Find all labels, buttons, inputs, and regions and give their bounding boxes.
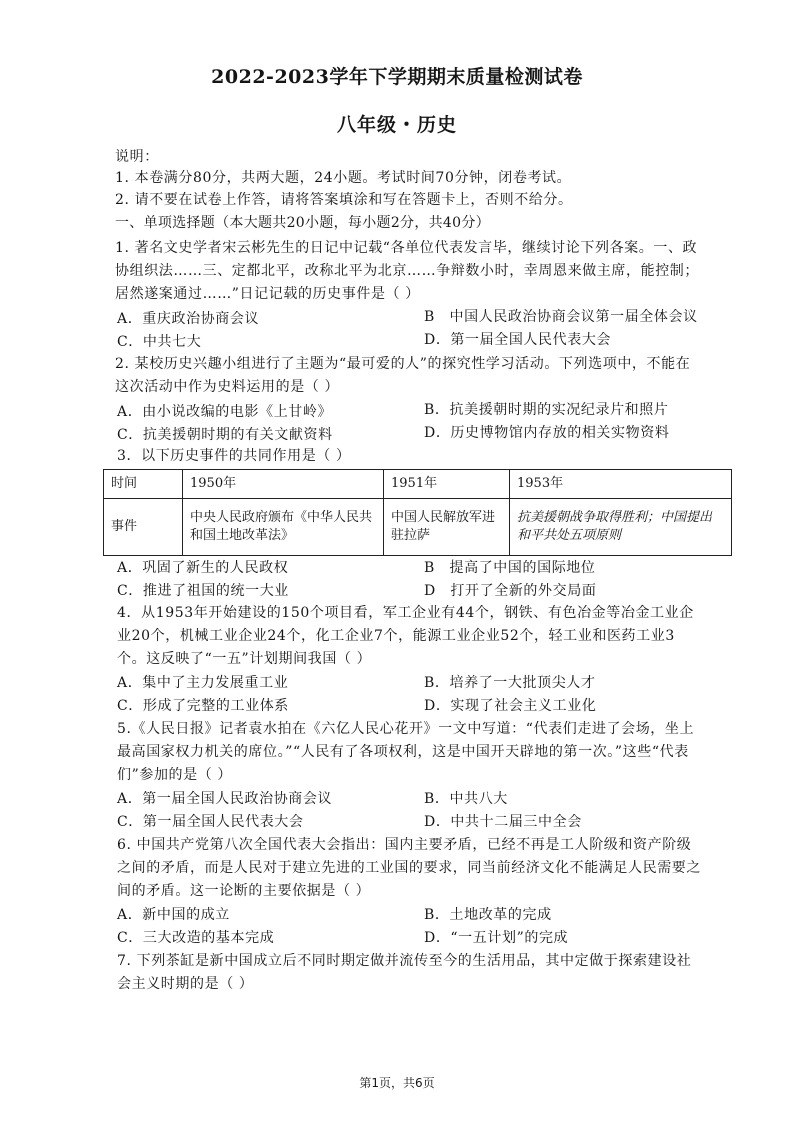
question-2-option-a: A．由小说改编的电影《上甘岭》 bbox=[117, 404, 333, 420]
section-heading: 一、单项选择题（本大题共20小题，每小题2分，共40分） bbox=[115, 215, 490, 231]
question-6-text: 之间的矛盾，而是人民对于建立先进的工业国的要求，同当前经济文化不能满足人民需要之 bbox=[117, 860, 701, 876]
question-6-text: 6. 中国共产党第八次全国代表大会指出：国内主要矛盾，已经不再是工人阶级和资产阶级 bbox=[117, 837, 692, 853]
table-header-event: 事件 bbox=[104, 499, 183, 556]
question-4-option-b: B．培养了一大批顶尖人才 bbox=[424, 675, 596, 691]
question-1-text: 居然遂案通过……”日记记载的历史事件是（ ） bbox=[115, 286, 420, 302]
question-3-text: 3．以下历史事件的共同作用是（ ） bbox=[117, 448, 351, 464]
question-4-text: 4．从1953年开始建设的150个项目看，军工企业有44个，钢铁、有色冶金等冶金工业企 bbox=[117, 605, 694, 621]
table-year-cell: 1953年 bbox=[510, 470, 732, 499]
question-6-option-d: D．“一五计划”的完成 bbox=[424, 930, 569, 946]
question-3-option-d: D 打开了全新的外交局面 bbox=[424, 583, 597, 599]
question-6-option-b: B．土地改革的完成 bbox=[424, 907, 552, 923]
instruction-item: 1. 本卷满分80分，共两大题，24小题。考试时间70分钟，闭卷考试。 bbox=[115, 170, 572, 186]
question-1-text: 1. 著名文史学者宋云彬先生的日记中记载“各单位代表发言毕，继续讨论下列各案。一、政 bbox=[115, 240, 698, 256]
events-table bbox=[103, 469, 732, 556]
question-4-text: 业20个，机械工业企业24个，化工企业7个，能源工业企业52个，轻工业和医药工业3 bbox=[117, 628, 675, 644]
question-3-option-c: C．推进了祖国的统一大业 bbox=[117, 583, 289, 599]
question-4-option-d: D．实现了社会主义工业化 bbox=[424, 698, 597, 714]
question-5-text: 最高国家权力机关的席位。”“人民有了各项权利，这是中国开天辟地的第一次。”这些“代表 bbox=[117, 744, 689, 760]
question-5-option-c: C．第一届全国人民代表大会 bbox=[117, 814, 304, 830]
question-2-option-c: C．抗美援朝时期的有关文献资料 bbox=[117, 427, 333, 443]
question-5-option-b: B．中共八大 bbox=[424, 791, 508, 807]
question-1-text: 协组织法……三、定都北平，改称北平为北京……争辩数小时，幸周恩来做主席，能控制； bbox=[115, 263, 699, 279]
question-5-text: 5.《人民日报》记者袁水拍在《六亿人民心花开》一文中写道：“代表们走进了会场，坐上 bbox=[117, 721, 695, 737]
question-4-text: 个。这反映了“一五”计划期间我国（ ） bbox=[117, 651, 372, 667]
question-1-option-b: B 中国人民政治协商会议第一届全体会议 bbox=[424, 309, 698, 325]
page-number: 第1页，共6页 bbox=[359, 1076, 435, 1090]
question-5-text: 们”参加的是（ ） bbox=[117, 767, 233, 783]
question-5-option-d: D．中共十二届三中全会 bbox=[424, 814, 582, 830]
question-3-option-b: B 提高了中国的国际地位 bbox=[424, 560, 596, 576]
question-2-text: 2. 某校历史兴趣小组进行了主题为“最可爱的人”的探究性学习活动。下列选项中，不能在 bbox=[115, 356, 691, 372]
table-event-cell: 中央人民政府颁布《中华人民共和国土地改革法》 bbox=[183, 499, 384, 556]
question-6-text: 间的矛盾。这一论断的主要依据是（ ） bbox=[117, 883, 371, 899]
question-7-text: 会主义时期的是（ ） bbox=[117, 976, 254, 992]
table-header-time: 时间 bbox=[104, 470, 183, 499]
table-event-cell: 抗美援朝战争取得胜利；中国提出和平共处五项原则 bbox=[510, 499, 732, 556]
question-5-option-a: A．第一届全国人民政治协商会议 bbox=[117, 791, 333, 807]
question-2-option-b: B．抗美援朝时期的实况纪录片和照片 bbox=[424, 402, 669, 418]
question-3-option-a: A．巩固了新生的人民政权 bbox=[117, 560, 289, 576]
exam-subtitle: 八年级・历史 bbox=[336, 114, 457, 136]
question-6-option-c: C．三大改造的基本完成 bbox=[117, 930, 275, 946]
instruction-item: 2. 请不要在试卷上作答，请将答案填涂和写在答题卡上，否则不给分。 bbox=[115, 192, 573, 208]
table-row bbox=[104, 499, 732, 556]
table-event-cell: 中国人民解放军进驻拉萨 bbox=[384, 499, 510, 556]
question-1-option-a: A．重庆政治协商会议 bbox=[117, 311, 260, 327]
question-1-option-d: D．第一届全国人民代表大会 bbox=[424, 332, 612, 348]
instructions-label: 说明： bbox=[115, 149, 159, 165]
question-2-text: 这次活动中作为史料运用的是（ ） bbox=[115, 379, 340, 395]
table-year-cell: 1951年 bbox=[384, 470, 510, 499]
question-2-option-d: D．历史博物馆内存放的相关实物资料 bbox=[424, 425, 670, 441]
table-year-cell: 1950年 bbox=[183, 470, 384, 499]
exam-title: 2022-2023学年下学期期末质量检测试卷 bbox=[211, 66, 583, 88]
question-1-option-c: C．中共七大 bbox=[117, 334, 202, 350]
question-4-option-a: A．集中了主力发展重工业 bbox=[117, 675, 289, 691]
question-4-option-c: C．形成了完整的工业体系 bbox=[117, 698, 289, 714]
question-7-text: 7. 下列茶缸是新中国成立后不同时期定做并流传至今的生活用品，其中定做于探索建设社 bbox=[117, 953, 692, 969]
table-row bbox=[104, 470, 732, 499]
question-6-option-a: A．新中国的成立 bbox=[117, 907, 230, 923]
